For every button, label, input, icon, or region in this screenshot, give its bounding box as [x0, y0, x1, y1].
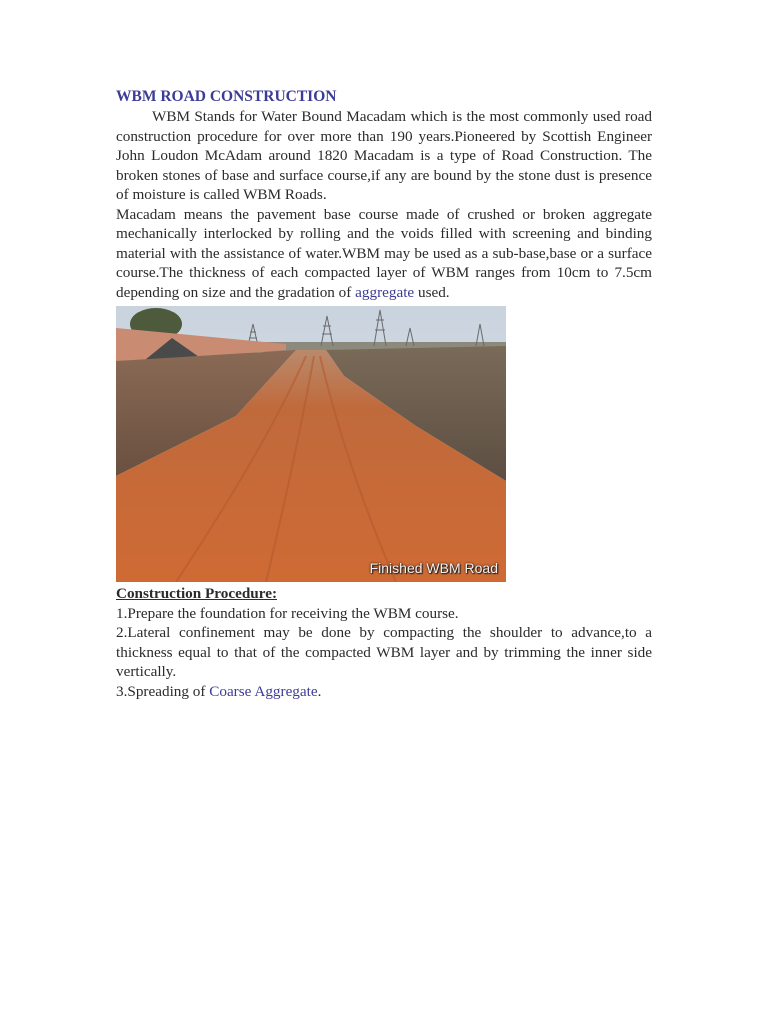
procedure-heading: Construction Procedure: [116, 585, 277, 602]
step-1-text: 1.Prepare the foundation for receiving the WBM course. [116, 604, 459, 622]
procedure-step [116, 682, 652, 702]
coarse-aggregate-link[interactable]: Coarse Aggregate [209, 682, 318, 700]
step-3-prefix: 3.Spreading of [116, 682, 210, 700]
macadam-paragraph-tail: used. [414, 283, 450, 301]
procedure-steps [116, 604, 652, 702]
document-body [116, 86, 652, 701]
procedure-step [116, 604, 652, 624]
document-title: WBM ROAD CONSTRUCTION [116, 88, 337, 105]
step-3-text [116, 682, 652, 702]
road-photo-illustration [116, 306, 506, 582]
step-3-suffix: . [317, 682, 322, 700]
procedure-step [116, 623, 652, 682]
step-2-text: 2.Lateral confinement may be done by compacting the shoulder to advance,to a thickness equal to that of the compacted WBM layer and by trimming the inner side vertically. [116, 624, 652, 680]
wbm-road-photo [116, 306, 506, 582]
macadam-paragraph-text: Macadam means the pavement base course made of crushed or broken aggregate mechanically interlocked by rolling and the voids filled with screening and binding material with the assistance of water.WBM may be used as a sub-base,base or a surface course.The thickness of each compacted layer of WBM ranges from 10cm to 7.5cm depending on size and the gradation of [116, 205, 652, 301]
aggregate-link[interactable]: aggregate [355, 283, 415, 301]
photo-caption: Finished WBM Road [369, 559, 498, 576]
macadam-paragraph [116, 205, 652, 303]
intro-paragraph: WBM Stands for Water Bound Macadam which is the most commonly used road construction procedure for over more than 190 years.Pioneered by Scottish Engineer John Loudon McAdam around 1820 Macadam is a type of Road Construction. The broken stones of base and surface course,if any are bound by the stone dust is presence of moisture is called WBM Roads. [116, 108, 652, 203]
